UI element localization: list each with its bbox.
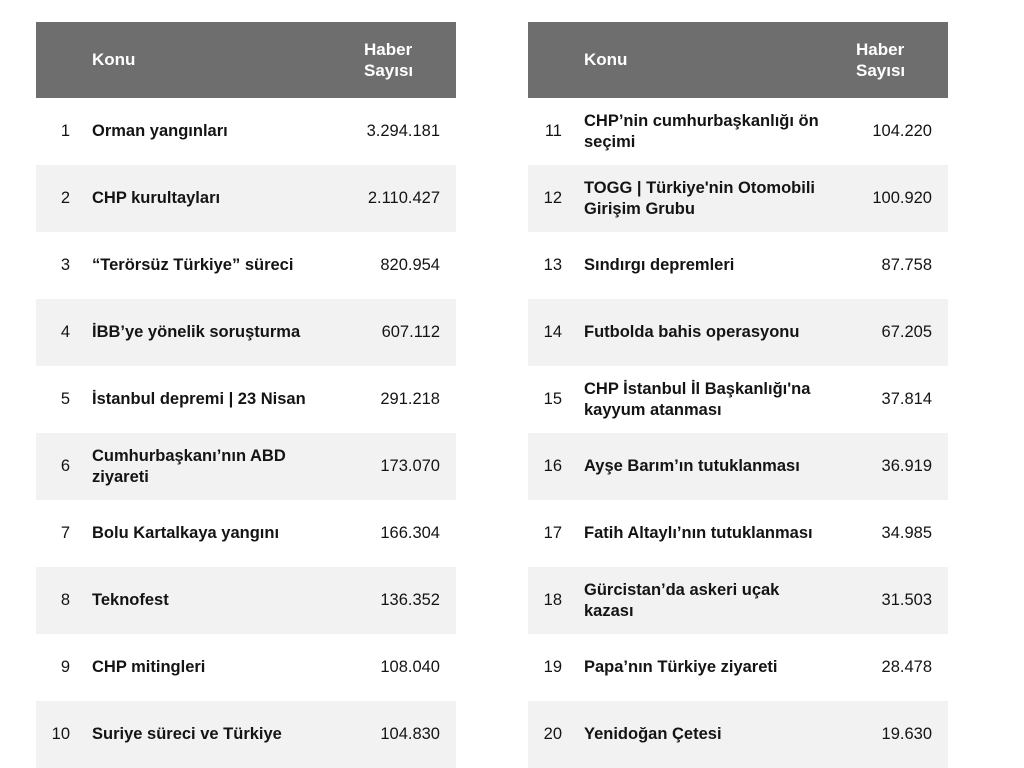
row-rank: 6 [36, 433, 78, 500]
row-topic: Yenidoğan Çetesi [570, 701, 840, 768]
row-topic: İBB’ye yönelik soruşturma [78, 299, 348, 366]
table-row [528, 232, 948, 299]
row-rank: 13 [543, 256, 562, 274]
row-topic: CHP mitingleri [92, 658, 206, 677]
row-topic: Futbolda bahis operasyonu [570, 299, 840, 366]
right-table-wrapper [528, 22, 948, 768]
row-rank: 1 [60, 122, 70, 140]
row-count: 36.919 [840, 433, 948, 500]
table-row [528, 366, 948, 433]
row-count: 173.070 [348, 433, 456, 500]
row-count: 166.304 [380, 524, 440, 542]
row-count: 104.830 [348, 701, 456, 768]
left-header-row [36, 22, 456, 98]
table-row [528, 433, 948, 500]
row-count: 19.630 [840, 701, 948, 768]
row-count: 3.294.181 [366, 122, 440, 140]
right-header-rank [528, 22, 570, 98]
right-header-row [528, 22, 948, 98]
row-count: 87.758 [881, 256, 932, 274]
row-topic: Orman yangınları [92, 122, 228, 141]
row-topic: TOGG | Türkiye'nin Otomobili Girişim Grubu [570, 165, 840, 232]
right-header-count-line2: Sayısı [856, 61, 906, 80]
row-rank: 8 [36, 567, 78, 634]
left-header-count-line1: Haber [364, 39, 413, 59]
row-count: 67.205 [840, 299, 948, 366]
row-topic: Teknofest [78, 567, 348, 634]
table-row [528, 500, 948, 567]
row-count: 104.220 [872, 122, 932, 140]
row-rank: 17 [543, 524, 562, 542]
right-table-body [528, 98, 948, 768]
row-topic: Papa’nın Türkiye ziyareti [584, 658, 778, 677]
row-rank: 20 [528, 701, 570, 768]
row-count: 100.920 [840, 165, 948, 232]
row-topic: CHP’nin cumhurbaşkanlığı ön seçimi [584, 111, 819, 151]
row-rank: 3 [60, 256, 70, 274]
table-row [36, 98, 456, 165]
right-header-count-line1: Haber [856, 39, 905, 59]
table-row [36, 165, 456, 232]
row-count: 2.110.427 [348, 165, 456, 232]
left-ranking-table [36, 22, 456, 768]
table-row [528, 98, 948, 165]
left-table-wrapper [36, 22, 456, 768]
left-header-topic: Konu [78, 22, 348, 98]
row-topic: Ayşe Barım’ın tutuklanması [570, 433, 840, 500]
row-count: 28.478 [881, 658, 932, 676]
row-rank: 16 [528, 433, 570, 500]
left-header-rank [36, 22, 78, 98]
right-ranking-table [528, 22, 948, 768]
row-rank: 12 [528, 165, 570, 232]
row-rank: 10 [36, 701, 78, 768]
row-topic: Suriye süreci ve Türkiye [78, 701, 348, 768]
row-count: 34.985 [881, 524, 932, 542]
table-row [36, 299, 456, 366]
table-row [36, 433, 456, 500]
row-rank: 5 [60, 390, 70, 408]
row-topic: CHP İstanbul İl Başkanlığı'na kayyum atanması [584, 379, 811, 419]
row-rank: 4 [36, 299, 78, 366]
table-row [36, 366, 456, 433]
right-header-count [840, 22, 948, 98]
table-row [36, 634, 456, 701]
row-topic: Sındırgı depremleri [584, 256, 735, 275]
row-count: 820.954 [380, 256, 440, 274]
row-rank: 18 [528, 567, 570, 634]
row-topic: CHP kurultayları [78, 165, 348, 232]
row-topic: Bolu Kartalkaya yangını [92, 524, 280, 543]
row-topic: Fatih Altaylı’nın tutuklanması [584, 524, 813, 543]
row-rank: 7 [60, 524, 70, 542]
table-row [528, 165, 948, 232]
right-header-topic: Konu [570, 22, 840, 98]
table-row [36, 232, 456, 299]
row-rank: 15 [543, 390, 562, 408]
row-count: 108.040 [380, 658, 440, 676]
right-header-count-inner [856, 39, 932, 82]
row-count: 607.112 [348, 299, 456, 366]
right-table-head [528, 22, 948, 98]
table-row [36, 701, 456, 768]
row-topic: “Terörsüz Türkiye” süreci [92, 256, 294, 275]
table-row [528, 701, 948, 768]
row-topic: İstanbul depremi | 23 Nisan [92, 390, 306, 409]
row-rank: 11 [544, 122, 562, 140]
table-row [528, 299, 948, 366]
row-count: 136.352 [348, 567, 456, 634]
row-rank: 14 [528, 299, 570, 366]
table-row [36, 567, 456, 634]
row-count: 31.503 [840, 567, 948, 634]
row-rank: 9 [60, 658, 70, 676]
left-table-head [36, 22, 456, 98]
row-count: 37.814 [881, 390, 932, 408]
left-header-count-line2: Sayısı [364, 61, 414, 80]
row-topic: Cumhurbaşkanı’nın ABD ziyareti [78, 433, 348, 500]
row-count: 291.218 [380, 390, 440, 408]
row-topic: Gürcistan’da askeri uçak kazası [570, 567, 840, 634]
row-rank: 19 [543, 658, 562, 676]
table-row [528, 567, 948, 634]
left-header-count [348, 22, 456, 98]
left-table-body [36, 98, 456, 768]
table-row [36, 500, 456, 567]
row-rank: 2 [36, 165, 78, 232]
table-row [528, 634, 948, 701]
left-header-count-inner [364, 39, 440, 82]
